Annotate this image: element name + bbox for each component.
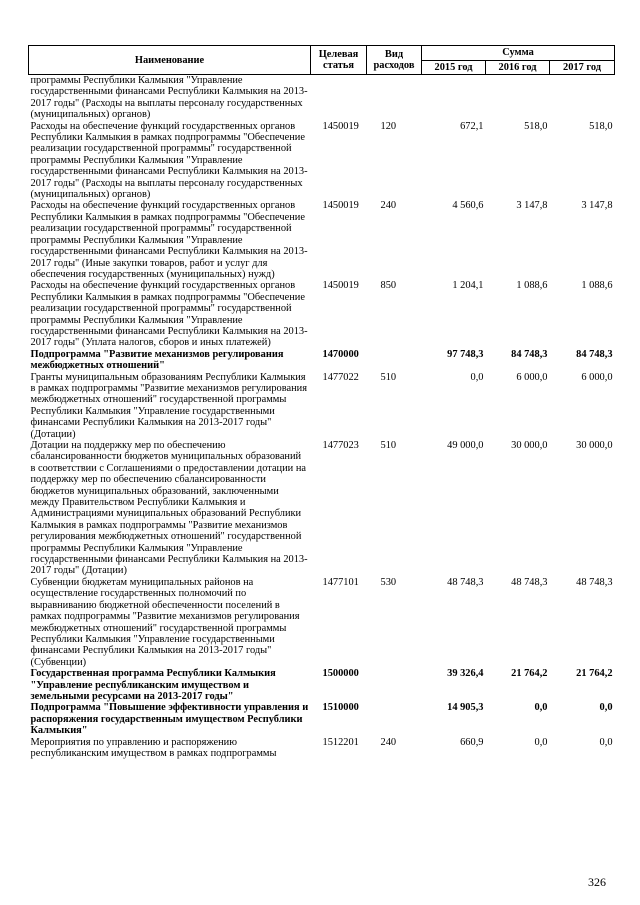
row-target-article: 1477023 — [322, 440, 359, 451]
header-sum: Сумма — [422, 46, 615, 61]
row-name: Субвенции бюджетам муниципальных районов на осуществление государственных полномочий по выравниванию бюджетной обеспеченности поселений в рамках подпрограммы "Развитие механизмов регулирования межбюджетных отношений" государственной программы Республики Калмыкия "Управление государственными финансами Республики Калмыкия на 2013-2017 годы" (Субвенции) — [30, 576, 300, 668]
row-sum-2016: 21 764,2 — [511, 668, 548, 680]
row-name: Гранты муниципальным образованиям Республики Калмыкия в рамках подпрограммы "Развитие механизмов регулирования межбюджетных отношений" государственной программы Республики Калмыкия "Управление государственными финансами Республики Калмыкия на 2013-2017 годы" (Дотации) — [30, 371, 307, 440]
table-body — [29, 75, 615, 760]
row-target-article: 1512201 — [322, 736, 359, 748]
row-sum-2016: 84 748,3 — [511, 348, 548, 360]
row-sum-2016: 48 748,3 — [511, 576, 548, 588]
row-name: Дотации на поддержку мер по обеспечению сбалансированности бюджетов муниципальных образований в соответствии с Соглашениями о предоставлении дотации на поддержку мер по обеспечению сбалансированности бюджетов муниципальных образований, заключенными между Правительством Республики Калмыкия и Администрациями муниципальных образований Республики Калмыкия в рамках подпрограммы "Развитие механизмов регулирования межбюджетных отношений" государственной программы Республики Калмыкия "Управление государственными финансами Республики Калмыкия на 2013-2017 годы" (Дотации) — [30, 440, 308, 577]
row-expense-type: 530 — [380, 576, 397, 588]
row-sum-2017: 84 748,3 — [576, 348, 613, 360]
row-target-article: 1477022 — [322, 371, 359, 383]
row-sum-2017: 0,0 — [599, 736, 613, 748]
row-expense-type — [367, 702, 422, 736]
row-target-article: 1450019 — [322, 280, 359, 292]
header-year-2016: 2016 год — [486, 60, 550, 75]
row-sum-2015: 39 326,4 — [447, 668, 484, 680]
row-expense-type: 240 — [380, 200, 397, 212]
row-target-article: 1500000 — [322, 668, 359, 680]
table-row — [29, 75, 615, 121]
row-sum-2017: 3 147,8 — [581, 200, 613, 212]
row-expense-type: 850 — [380, 280, 397, 292]
row-sum-2015: 4 560,6 — [452, 200, 484, 212]
row-sum-2016: 518,0 — [524, 120, 548, 132]
row-name: Мероприятия по управлению и распоряжению республиканским имуществом в рамках подпрограммы — [30, 736, 277, 759]
row-sum-2017: 21 764,2 — [576, 668, 613, 680]
row-sum-2016: 6 000,0 — [516, 371, 548, 383]
header-year-2015: 2015 год — [422, 60, 486, 75]
row-expense-type: 240 — [380, 736, 397, 748]
row-sum-2016 — [486, 75, 550, 121]
row-target-article: 1450019 — [322, 120, 359, 132]
row-sum-2015 — [422, 75, 486, 121]
row-sum-2017: 30 000,0 — [576, 440, 613, 451]
row-name: Государственная программа Республики Калмыкия "Управление республиканским имуществом и земельными ресурсами на 2013-2017 годы" — [30, 668, 276, 702]
row-name: Подпрограмма "Развитие механизмов регулирования межбюджетных отношений" — [30, 348, 284, 372]
row-sum-2017 — [550, 75, 615, 121]
row-sum-2017: 48 748,3 — [576, 576, 613, 588]
page-number: 326 — [588, 875, 606, 889]
row-target-article — [311, 75, 367, 121]
table-row — [29, 280, 615, 348]
row-sum-2016: 1 088,6 — [516, 280, 548, 292]
table-row — [29, 200, 615, 280]
row-target-article: 1510000 — [322, 702, 359, 714]
row-expense-type: 510 — [380, 440, 397, 451]
table-row — [29, 372, 615, 440]
budget-table — [28, 45, 615, 759]
header-year-2017: 2017 год — [550, 60, 615, 75]
row-sum-2015: 660,9 — [460, 736, 484, 748]
row-name: программы Республики Калмыкия "Управление государственными финансами Республики Калмыкия на 2013-2017 годы" (Расходы на выплаты персоналу государственных (муниципальных) органов) — [30, 75, 308, 121]
row-sum-2015: 0,0 — [470, 371, 484, 383]
row-name: Расходы на обеспечение функций государственных органов Республики Калмыкия в рамках подпрограммы "Обеспечение реализации государственной программы" государственной программы Республики Калмыкия "Управление государственными финансами Республики Калмыкия на 2013-2017 годы" (Расходы на выплаты персоналу государственных (муниципальных) органов) — [30, 120, 308, 201]
row-name: Подпрограмма "Повышение эффективности управления и распоряжения государственным имуществом Республики Калмыкия" — [30, 702, 309, 737]
table-row — [29, 577, 615, 668]
row-sum-2016: 30 000,0 — [511, 440, 548, 451]
header-target-article: Целевая статья — [311, 46, 367, 75]
table-row — [29, 440, 615, 577]
header-expense-type: Вид расходов — [367, 46, 422, 75]
row-sum-2017: 6 000,0 — [581, 371, 613, 383]
row-sum-2016: 3 147,8 — [516, 200, 548, 212]
row-target-article: 1470000 — [322, 348, 359, 360]
table-row — [29, 349, 615, 372]
row-sum-2015: 1 204,1 — [452, 280, 484, 292]
table-row — [29, 668, 615, 702]
row-expense-type — [367, 668, 422, 702]
row-target-article: 1450019 — [322, 200, 359, 212]
row-expense-type: 120 — [380, 120, 397, 132]
row-sum-2017: 518,0 — [589, 120, 613, 132]
row-sum-2015: 97 748,3 — [447, 348, 484, 360]
table-row — [29, 121, 615, 201]
table-header — [29, 46, 615, 75]
header-name: Наименование — [29, 46, 311, 75]
row-sum-2015: 48 748,3 — [447, 576, 484, 588]
row-sum-2015: 14 905,3 — [447, 702, 484, 714]
row-name: Расходы на обеспечение функций государственных органов Республики Калмыкия в рамках подпрограммы "Обеспечение реализации государственной программы" государственной программы Республики Калмыкия "Управление государственными финансами Республики Калмыкия на 2013-2017 годы" (Иные закупки товаров, работ и услуг для обеспечения государственных (муниципальных) нужд) — [30, 200, 308, 280]
table-row — [29, 702, 615, 736]
row-expense-type — [367, 349, 422, 372]
document-page — [28, 45, 614, 759]
row-sum-2016: 0,0 — [534, 702, 548, 714]
row-sum-2016: 0,0 — [534, 736, 548, 748]
row-sum-2015: 49 000,0 — [447, 440, 484, 451]
row-name: Расходы на обеспечение функций государственных органов Республики Калмыкия в рамках подпрограммы "Обеспечение реализации государственной программы" государственной программы Республики Калмыкия "Управление государственными финансами Республики Калмыкия на 2013-2017 годы" (Уплата налогов, сборов и иных платежей) — [30, 280, 308, 349]
row-sum-2015: 672,1 — [460, 120, 484, 132]
table-row — [29, 737, 615, 760]
row-expense-type: 510 — [380, 371, 397, 383]
row-sum-2017: 0,0 — [599, 702, 613, 714]
row-target-article: 1477101 — [322, 576, 359, 588]
row-expense-type — [367, 75, 422, 121]
row-sum-2017: 1 088,6 — [581, 280, 613, 292]
